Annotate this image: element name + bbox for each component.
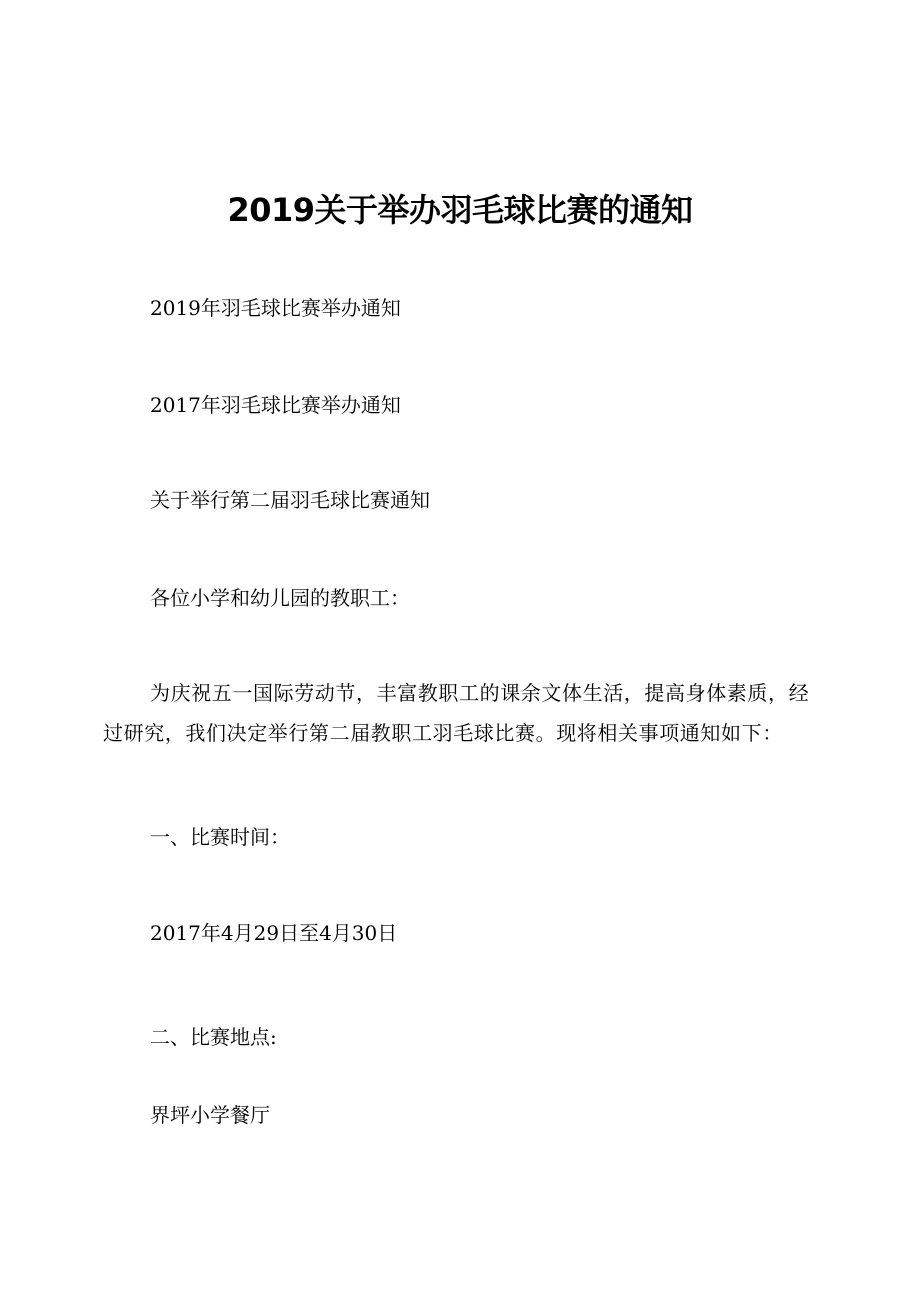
section-value-time: 2017年4月29日至4月30日	[150, 921, 398, 945]
paragraph-heading-2019: 2019年羽毛球比赛举办通知	[150, 296, 401, 320]
paragraph-heading-2017: 2017年羽毛球比赛举办通知	[150, 393, 401, 417]
paragraph-body: 为庆祝五一国际劳动节，丰富教职工的课余文体生活，提高身体素质，经过研究，我们决定举行第二届教职工羽毛球比赛。现将相关事项通知如下：	[103, 681, 810, 745]
section-heading-time: 一、比赛时间：	[150, 825, 290, 849]
paragraph-heading-second-match: 关于举行第二届羽毛球比赛通知	[150, 488, 430, 512]
document-title: 2019关于举办羽毛球比赛的通知	[227, 191, 693, 229]
section-heading-location: 二、比赛地点:	[150, 1025, 277, 1049]
paragraph-salutation: 各位小学和幼儿园的教职工：	[150, 586, 410, 610]
section-value-location: 界坪小学餐厅	[150, 1103, 270, 1127]
